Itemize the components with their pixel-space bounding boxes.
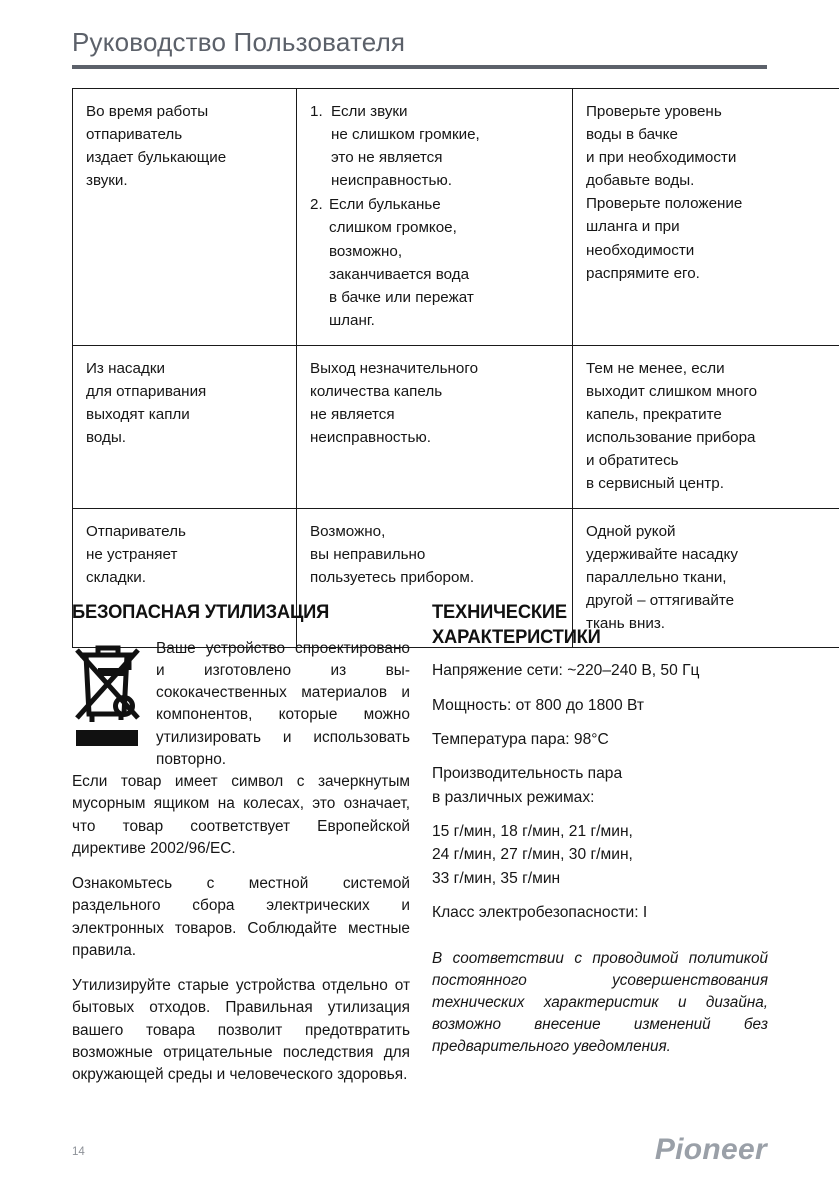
page-header	[72, 28, 767, 69]
disposal-paragraph-3: Утилизируйте старые устройства отдельно от бытовых отходов. Правильная утилизация вашего товара позволит предотвратить возможные отрицательные последствия для окружающей среды и человеческого здоровья.	[72, 977, 410, 1084]
cause-text: Выход незначительного количества капель не является неисправностью.	[310, 359, 479, 447]
weee-paragraph: Ваше устройство спроектировано и изготовлено из высококачественных материалов и компонентов, которые можно утилизировать и использовать повторно.	[156, 639, 410, 768]
cell-problem	[73, 345, 297, 508]
solution-text: Тем не менее, если выходит слишком много капель, прекратите использование прибора и обратитесь в сервисный центр.	[586, 359, 758, 493]
list-item-text: Если бульканье слишком громкое, возможно, заканчивается вода в бачке или пережат шланг.	[329, 196, 474, 329]
problem-text: Из насадки для отпаривания выходят капли воды.	[86, 359, 207, 447]
header-divider	[72, 65, 767, 69]
specifications-disclaimer: В соответствии с проводимой политикой постоянного усовершенствования технических характеристик и дизайна, возможно внесение изменений без предварительного уведомления.	[432, 949, 768, 1056]
cause-text: Возможно, вы неправильно пользуетесь прибором.	[310, 522, 475, 586]
list-item-text: Если звуки не слишком громкие, это не является неисправностью.	[331, 103, 480, 190]
solution-text: Одной рукой удерживайте насадку параллельно ткани, другой – оттягивайте ткань вниз.	[586, 522, 738, 632]
table-row	[73, 345, 839, 508]
spec-voltage: Напряжение сети: ~220–240 В, 50 Гц	[432, 662, 700, 680]
cell-solution	[573, 89, 839, 346]
brand-logo: Pioneer	[654, 1133, 767, 1166]
problem-text: Отпариватель не устраняет складки.	[86, 522, 186, 586]
cell-solution	[573, 345, 839, 508]
disposal-paragraph-2: Ознакомьтесь с местной системой раздельного сбора электрических и электронных товаров. Соблюдайте местные правила.	[72, 875, 410, 959]
crossed-out-wheelie-bin-icon	[74, 640, 150, 748]
disposal-heading: БЕЗОПАСНАЯ УТИЛИЗАЦИЯ	[72, 601, 330, 623]
disposal-paragraph-1: Если товар имеет символ с зачеркнутым мусорным ящиком на колесах, это означает, что товар соответствует Европейской директиве 2002/96/EC.	[72, 773, 410, 857]
specifications-heading: ТЕХНИЧЕСКИЕ ХАРАКТЕРИСТИКИ	[432, 601, 601, 648]
list-item-number: 2.	[310, 196, 323, 214]
specifications-section	[432, 600, 768, 1074]
solution-text: Проверьте уровень воды в бачке и при необходимости добавьте воды. Проверьте положение шланга и при необходимости распрямите его.	[586, 103, 743, 282]
table-row	[73, 89, 839, 346]
cell-cause	[297, 345, 573, 508]
cell-cause	[297, 89, 573, 346]
cause-list-item	[310, 193, 560, 332]
disposal-section	[72, 600, 410, 1086]
problem-text: Во время работы отпариватель издает булькающие звуки.	[86, 103, 227, 190]
cause-list	[310, 100, 560, 332]
spec-steam-output-label: Производительность пара в различных режимах:	[432, 765, 623, 806]
cell-problem	[73, 89, 297, 346]
spec-power: Мощность: от 800 до 1800 Вт	[432, 696, 644, 714]
page-title: Руководство Пользователя	[72, 27, 406, 57]
page-number: 14	[72, 1146, 85, 1158]
troubleshooting-table	[72, 88, 839, 648]
spec-temperature: Температура пара: 98°C	[432, 730, 609, 748]
list-item-number: 1.	[310, 103, 323, 120]
weee-block	[72, 638, 410, 772]
cause-list-item	[310, 100, 560, 192]
spec-safety-class: Класс электробезопасности: I	[432, 904, 648, 922]
spec-steam-output-values: 15 г/мин, 18 г/мин, 21 г/мин, 24 г/мин, 27 г/мин, 30 г/мин, 33 г/мин, 35 г/мин	[432, 823, 633, 887]
